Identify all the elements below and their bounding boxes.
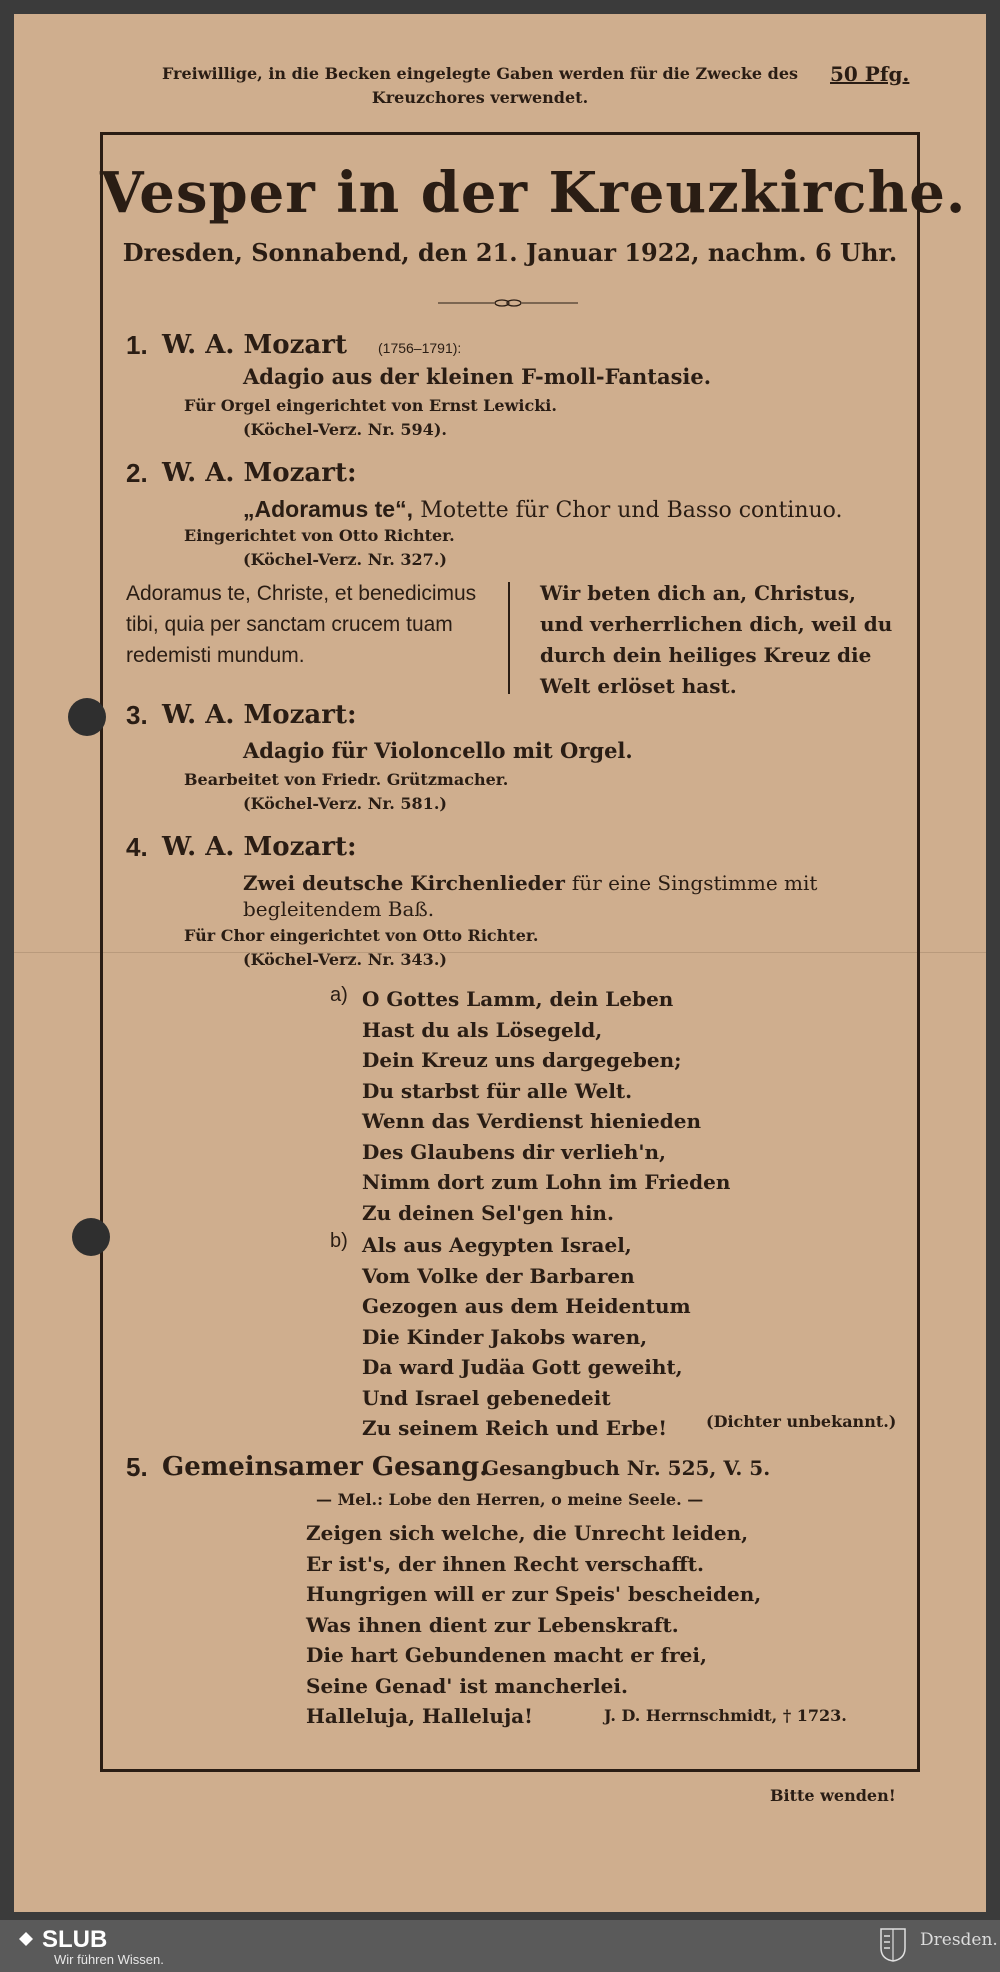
item-number: 3. bbox=[126, 700, 148, 730]
koechel-number: (Köchel-Verz. Nr. 327.) bbox=[243, 550, 447, 569]
verse-line: Zeigen sich welche, die Unrecht leiden, bbox=[306, 1521, 749, 1545]
work-line bbox=[243, 870, 900, 922]
verse-line: Zu seinem Reich und Erbe! bbox=[362, 1416, 667, 1440]
composer-name: W. A. Mozart: bbox=[162, 700, 357, 730]
turn-over-note: Bitte wenden! bbox=[770, 1786, 896, 1805]
verse-line: Hast du als Lösegeld, bbox=[362, 1017, 603, 1042]
verse-line: Hungrigen will er zur Speis' bescheiden, bbox=[306, 1582, 762, 1606]
footer-tagline: Wir führen Wissen. bbox=[54, 1952, 164, 1967]
verse-line: Wenn das Verdienst hienieden bbox=[362, 1109, 701, 1133]
hymn-title: Gemeinsamer Gesang. bbox=[162, 1452, 489, 1482]
poet-credit: (Dichter unbekannt.) bbox=[706, 1412, 897, 1431]
page-title: Vesper in der Kreuzkirche. bbox=[100, 160, 967, 226]
verse-line: O Gottes Lamm, dein Leben bbox=[362, 987, 674, 1011]
item-number: 2. bbox=[126, 458, 148, 488]
latin-text: Adoramus te, Christe, et benedicimus tibi, quia per sanctam crucem tuam redemisti mundum. bbox=[126, 582, 477, 667]
work-line bbox=[243, 496, 843, 523]
punch-hole bbox=[72, 1218, 110, 1256]
verse-line: Nimm dort zum Lohn im Frieden bbox=[362, 1170, 731, 1194]
arrangement-credit: Für Orgel eingerichtet von Ernst Lewicki. bbox=[184, 396, 557, 415]
work-title-bold: „Adoramus te“, bbox=[243, 496, 413, 522]
footer-city[interactable]: Dresden. bbox=[920, 1930, 998, 1950]
verse-line: Halleluja, Halleluja! bbox=[306, 1704, 533, 1728]
work-title: Motette für Chor und Basso continuo. bbox=[420, 498, 843, 523]
verse-line: Was ihnen dient zur Lebenskraft. bbox=[306, 1612, 679, 1637]
verse-line: Zu deinen Sel'gen hin. bbox=[362, 1200, 614, 1225]
work-title: für eine Singstimme mit begleitendem Baß. bbox=[243, 871, 818, 921]
koechel-number: (Köchel-Verz. Nr. 343.) bbox=[243, 950, 447, 969]
donation-notice: Freiwillige, in die Becken eingelegte Gaben werden für die Zwecke des Kreuzchores verwendet. bbox=[161, 64, 799, 107]
hymn-verse bbox=[306, 1518, 766, 1732]
slub-logo-icon bbox=[16, 1929, 36, 1949]
hymn-author: J. D. Herrnschmidt, † 1723. bbox=[604, 1706, 847, 1725]
verse-line: Die Kinder Jakobs waren, bbox=[362, 1324, 648, 1349]
item-number: 5. bbox=[126, 1452, 148, 1482]
work-title-bold: Zwei deutsche Kirchenlieder bbox=[243, 871, 565, 895]
german-translation: Wir beten dich an, Christus, und verherrlichen dich, weil du durch dein heiliges Kreuz die Welt erlöset hast. bbox=[540, 581, 893, 698]
verse-line: Du starbst für alle Welt. bbox=[362, 1078, 633, 1103]
song-b-label: b) bbox=[330, 1230, 348, 1252]
song-a-label: a) bbox=[330, 984, 348, 1006]
verse-line: Da ward Judäa Gott geweiht, bbox=[362, 1355, 683, 1379]
composer-name: W. A. Mozart bbox=[162, 330, 347, 360]
work-title: Adagio für Violoncello mit Orgel. bbox=[243, 738, 633, 763]
verse-line: Und Israel gebenedeit bbox=[362, 1385, 611, 1410]
ornament-divider-icon bbox=[438, 298, 578, 308]
punch-hole bbox=[68, 698, 106, 736]
item-number: 4. bbox=[126, 832, 148, 862]
song-a-text bbox=[362, 984, 842, 1228]
arrangement-credit: Bearbeitet von Friedr. Grützmacher. bbox=[184, 770, 509, 789]
item-number: 1. bbox=[126, 330, 148, 360]
arrangement-credit: Eingerichtet von Otto Richter. bbox=[184, 526, 455, 545]
column-divider bbox=[508, 582, 510, 694]
verse-line: Gezogen aus dem Heidentum bbox=[362, 1294, 691, 1318]
verse-line: Als aus Aegypten Israel, bbox=[362, 1233, 632, 1257]
work-title: Adagio aus der kleinen F-moll-Fantasie. bbox=[243, 364, 712, 389]
verse-line: Vom Volke der Barbaren bbox=[362, 1263, 635, 1288]
verse-line: Die hart Gebundenen macht er frei, bbox=[306, 1643, 707, 1667]
footer-brand[interactable]: SLUB bbox=[42, 1926, 108, 1953]
koechel-number: (Köchel-Verz. Nr. 594). bbox=[243, 420, 447, 439]
koechel-number: (Köchel-Verz. Nr. 581.) bbox=[243, 794, 447, 813]
composer-years: (1756–1791): bbox=[378, 340, 462, 356]
composer-name: W. A. Mozart: bbox=[162, 458, 357, 488]
dresden-crest-icon bbox=[880, 1928, 906, 1962]
event-subtitle: Dresden, Sonnabend, den 21. Januar 1922, nachm. 6 Uhr. bbox=[122, 238, 898, 267]
hymnal-reference: Gesangbuch Nr. 525, V. 5. bbox=[482, 1456, 771, 1480]
verse-line: Des Glaubens dir verlieh'n, bbox=[362, 1139, 666, 1164]
price-label: 50 Pfg. bbox=[830, 62, 910, 86]
verse-line: Dein Kreuz uns dargegeben; bbox=[362, 1048, 682, 1072]
verse-line: Er ist's, der ihnen Recht verschafft. bbox=[306, 1551, 704, 1576]
arrangement-credit: Für Chor eingerichtet von Otto Richter. bbox=[184, 926, 539, 945]
verse-line: Seine Genad' ist mancherlei. bbox=[306, 1673, 628, 1698]
melody-note: — Mel.: Lobe den Herren, o meine Seele. — bbox=[316, 1490, 704, 1509]
composer-name: W. A. Mozart: bbox=[162, 832, 357, 862]
